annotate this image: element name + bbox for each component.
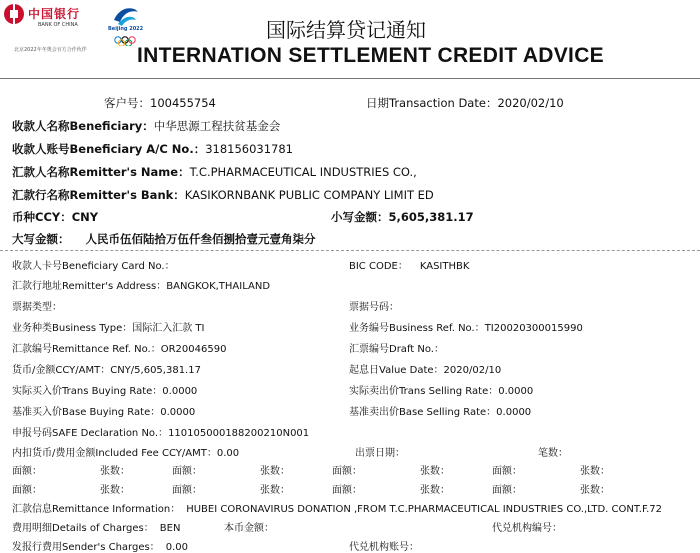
- pen-count-label: 笔数：: [538, 448, 568, 459]
- base-selling-label: 基准卖出价Base Selling Rate：: [349, 407, 497, 418]
- ccy-amt-label: 货币/金额CCY/AMT：: [12, 365, 111, 376]
- base-selling-row: [349, 403, 531, 418]
- fee-label: 内扣货币/费用金额Included Fee CCY/AMT：: [12, 448, 217, 459]
- remittance-ref-row: [12, 340, 226, 355]
- olympic-text: Beijing 2022: [108, 26, 144, 32]
- agent-code-label: 代兑机构编号：: [492, 523, 562, 534]
- ccy-amt-row: [12, 361, 201, 376]
- draft-no-label: 汇票编号Draft No.：: [349, 344, 444, 355]
- bank-name-cn: 中国银行: [28, 7, 81, 21]
- business-type-row: [12, 319, 205, 334]
- remittance-info-row: [12, 500, 662, 515]
- sender-charges-label: 发报行费用Sender's Charges：: [12, 542, 160, 553]
- remitter-label: 汇款人名称Remitter's Name：: [12, 165, 190, 179]
- sponsor-text: 北京2022年冬奥会官方合作伙伴: [14, 47, 87, 53]
- business-ref-value: TI20020300015990: [484, 323, 583, 334]
- remitter-address-label: 汇款行地址Remitter's Address：: [12, 281, 167, 292]
- bank-of-china-logo-icon: [4, 4, 24, 24]
- face-label: 面额：: [492, 485, 522, 496]
- amount-big-value: 人民币伍佰陆拾万伍仟叁佰捌拾壹元壹角柒分: [85, 232, 316, 246]
- beneficiary-label: 收款人名称Beneficiary：: [12, 119, 154, 133]
- beneficiary-card-label: 收款人卡号Beneficiary Card No.：: [12, 261, 175, 272]
- beneficiary-ac-value: 318156031781: [205, 142, 294, 156]
- transaction-date-row: [366, 95, 564, 111]
- beneficiary-value: 中华思源工程扶贫基金会: [153, 119, 281, 133]
- sender-charges-value: 0.00: [165, 542, 188, 553]
- count-label: 张数：: [100, 466, 130, 477]
- charges-value: BEN: [159, 523, 181, 534]
- value-date-row: [349, 361, 501, 376]
- trans-buying-value: 0.0000: [162, 386, 198, 397]
- remitter-value: T.C.PHARMACEUTICAL INDUSTRIES CO.,: [189, 165, 417, 179]
- customer-no-label: 客户号：: [104, 96, 150, 110]
- agent-account-label: 代兑机构账号：: [349, 542, 419, 553]
- amount-big-label: 大写金额：: [12, 232, 70, 246]
- count-label: 张数：: [420, 485, 450, 496]
- face-label: 面额：: [492, 466, 522, 477]
- local-amount-label: 本币金额：: [224, 523, 274, 534]
- safe-row: [12, 424, 309, 439]
- face-label: 面额：: [332, 466, 362, 477]
- transaction-date-value: 2020/02/10: [497, 96, 564, 110]
- value-date-value: 2020/02/10: [443, 365, 502, 376]
- ccy-amt-value: CNY/5,605,381.17: [110, 365, 201, 376]
- issue-date-label: 出票日期：: [355, 448, 405, 459]
- base-buying-row: [12, 403, 195, 418]
- business-type-value: 国际汇入汇款 TI: [132, 323, 205, 334]
- fee-row: [12, 444, 239, 459]
- remitter-address-row: [12, 277, 270, 292]
- base-selling-value: 0.0000: [496, 407, 532, 418]
- remittance-ref-label: 汇款编号Remittance Ref. No.：: [12, 344, 161, 355]
- count-label: 张数：: [100, 485, 130, 496]
- bill-no-label: 票据号码：: [349, 302, 399, 313]
- trans-selling-value: 0.0000: [498, 386, 534, 397]
- beneficiary-ac-label: 收款人账号Beneficiary A/C No.：: [12, 142, 206, 156]
- ccy-value: CNY: [71, 210, 99, 224]
- business-ref-row: [349, 319, 583, 334]
- sender-charges-row: [12, 538, 188, 553]
- transaction-date-label: 日期Transaction Date：: [366, 96, 498, 110]
- charges-label: 费用明细Details of Charges：: [12, 523, 154, 534]
- remitter-bank-row: [12, 187, 434, 203]
- remitter-row: [12, 164, 417, 180]
- ccy-label: 币种CCY：: [12, 210, 72, 224]
- bill-type-label: 票据类型：: [12, 302, 62, 313]
- remitter-bank-label: 汇款行名称Remitter's Bank：: [12, 188, 185, 202]
- base-buying-label: 基准买入价Base Buying Rate：: [12, 407, 161, 418]
- trans-buying-row: [12, 382, 197, 397]
- beijing-2022-olympic-emblem-icon: [104, 2, 148, 46]
- safe-value: 110105000188200210N001: [168, 428, 310, 439]
- remitter-bank-value: KASIKORNBANK PUBLIC COMPANY LIMIT ED: [184, 188, 434, 202]
- remitter-address-value: BANGKOK,THAILAND: [166, 281, 271, 292]
- bank-name-en: BANK OF CHINA: [38, 22, 78, 28]
- trans-selling-label: 实际卖出价Trans Selling Rate：: [349, 386, 499, 397]
- count-label: 张数：: [580, 485, 610, 496]
- face-label: 面额：: [172, 466, 202, 477]
- face-label: 面额：: [12, 485, 42, 496]
- charges-row: [12, 519, 180, 534]
- business-ref-label: 业务编号Business Ref. No.：: [349, 323, 485, 334]
- safe-label: 申报号码SAFE Declaration No.：: [12, 428, 169, 439]
- header-divider: [0, 78, 700, 79]
- beneficiary-ac-row: [12, 141, 293, 157]
- count-label: 张数：: [260, 466, 290, 477]
- fee-value: 0.00: [216, 448, 240, 459]
- amount-small-row: [331, 209, 474, 225]
- customer-no-value: 100455754: [150, 96, 216, 110]
- ccy-row: [12, 209, 98, 225]
- trans-selling-row: [349, 382, 533, 397]
- amount-small-label: 小写金额：: [331, 210, 389, 224]
- value-date-label: 起息日Value Date：: [349, 365, 444, 376]
- amount-small-value: 5,605,381.17: [388, 210, 474, 224]
- title-cn: 国际结算贷记通知: [266, 18, 426, 42]
- base-buying-value: 0.0000: [160, 407, 196, 418]
- count-label: 张数：: [580, 466, 610, 477]
- bic-value: KASITHBK: [419, 261, 470, 272]
- business-type-label: 业务种类Business Type：: [12, 323, 133, 334]
- face-label: 面额：: [332, 485, 362, 496]
- count-label: 张数：: [420, 466, 450, 477]
- summary-divider: [0, 250, 700, 251]
- customer-no-row: [104, 95, 216, 111]
- title-en: INTERNATION SETTLEMENT CREDIT ADVICE: [137, 44, 604, 67]
- trans-buying-label: 实际买入价Trans Buying Rate：: [12, 386, 163, 397]
- remittance-info-value: HUBEI CORONAVIRUS DONATION ,FROM T.C.PHARMACEUTICAL INDUSTRIES CO.,LTD. CONT.F.72: [186, 504, 662, 515]
- bic-row: [349, 257, 469, 272]
- amount-big-row: [12, 231, 316, 247]
- face-label: 面额：: [12, 466, 42, 477]
- face-label: 面额：: [172, 485, 202, 496]
- remittance-ref-value: OR20046590: [160, 344, 227, 355]
- bic-label: BIC CODE：: [349, 261, 408, 272]
- beneficiary-row: [12, 118, 280, 134]
- remittance-info-label: 汇款信息Remittance Information：: [12, 504, 181, 515]
- count-label: 张数：: [260, 485, 290, 496]
